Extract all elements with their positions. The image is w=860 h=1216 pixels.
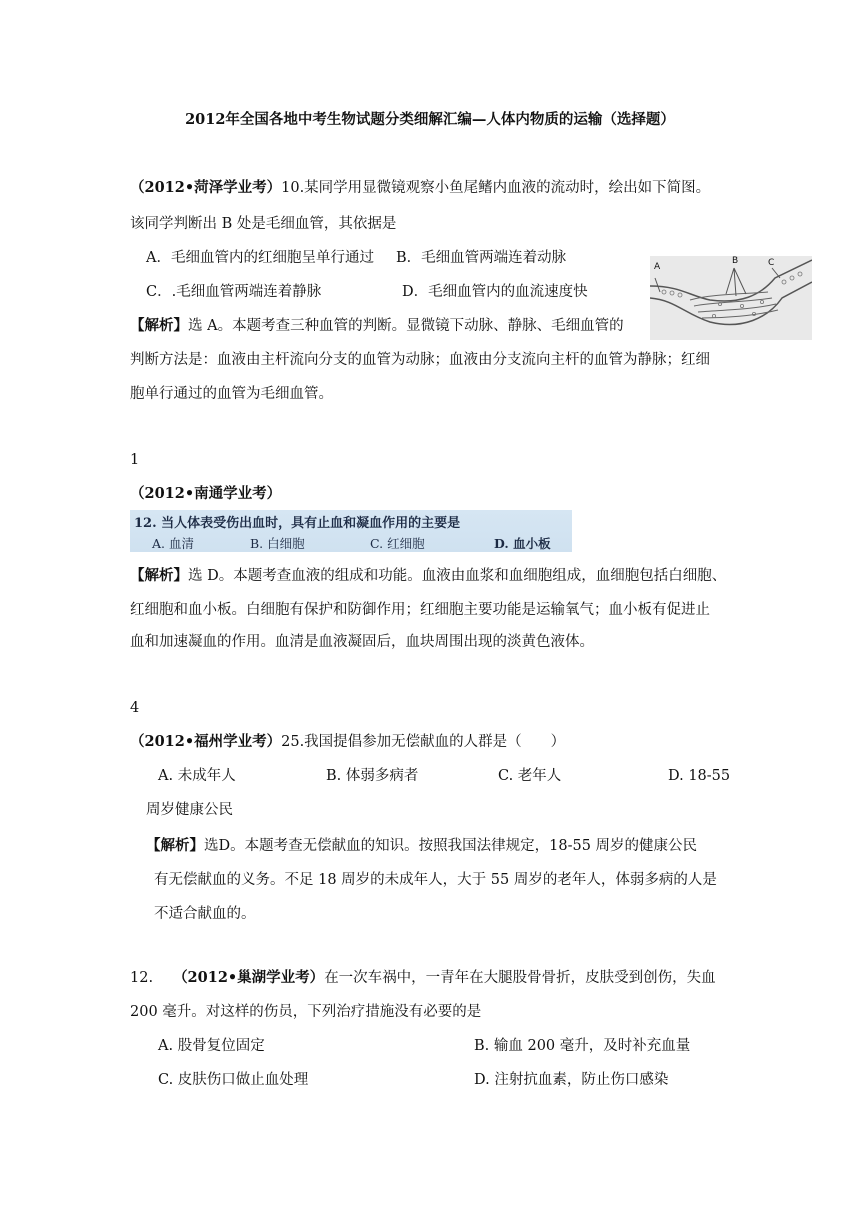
q2-analysis-line1 (130, 566, 726, 586)
scan-question-text: 12. 当人体表受伤出血时，具有止血和凝血作用的主要是 (134, 516, 461, 531)
q1-analysis-line3: 胞单行通过的血管为毛细血管。 (130, 386, 333, 402)
q3-option-d: D. 18-55 (668, 768, 731, 784)
q3-analysis-line1 (146, 836, 697, 856)
q3-source: （2012•福州学业考） (130, 733, 282, 750)
q1-stem-line1 (130, 178, 710, 198)
page-title: 2012年全国各地中考生物试题分类细解汇编—人体内物质的运输（选择题） (185, 111, 675, 128)
q1-analysis-text: 选 A。本题考查三种血管的判断。显微镜下动脉、静脉、毛细血管的 (188, 318, 624, 334)
q1-option-a: A．毛细血管内的红细胞呈单行通过 (146, 250, 374, 266)
q1-stem-text: 10.某同学用显微镜观察小鱼尾鳍内血液的流动时，绘出如下简图。 (281, 180, 711, 196)
capillary-diagram (650, 256, 812, 340)
q4-source: （2012•巢湖学业考） (173, 969, 325, 986)
q4-option-c: C. 皮肤伤口做止血处理 (158, 1072, 309, 1088)
q1-analysis-line2: 判断方法是：血液由主杆流向分支的血管为动脉；血液由分支流向主杆的血管为静脉；红细 (130, 352, 710, 368)
q2-analysis-line2: 红细胞和血小板。白细胞有保护和防御作用；红细胞主要功能是运输氧气；血小板有促进止 (130, 602, 710, 618)
q3-analysis-label: 【解析】 (146, 837, 204, 854)
q2-analysis-text: 选 D。本题考查血液的组成和功能。血液由血浆和血细胞组成，血细胞包括白细胞、 (188, 568, 727, 584)
capillary-figure (650, 256, 812, 340)
q3-analysis-text: 选D。本题考查无偿献血的知识。按照我国法律规定，18-55 周岁的健康公民 (204, 838, 698, 854)
q4-option-d: D. 注射抗血素，防止伤口感染 (474, 1072, 669, 1088)
q3-stem: 25.我国提倡参加无偿献血的人群是（ ） (281, 734, 566, 750)
q3-analysis-line3: 不适合献血的。 (154, 906, 256, 922)
q3-option-a: A. 未成年人 (158, 768, 236, 784)
q2-source: （2012•南通学业考） (130, 485, 282, 502)
q3-option-d-cont: 周岁健康公民 (146, 802, 233, 818)
q4-stem-line1 (130, 968, 716, 988)
q1-analysis-label: 【解析】 (130, 317, 188, 334)
q3-stem-line (130, 732, 565, 752)
q1-option-c: C．.毛细血管两端连着静脉 (146, 284, 322, 300)
scan-option-d: D. 血小板 (494, 536, 551, 551)
q3-number: 4 (130, 700, 140, 716)
q3-option-c: C. 老年人 (498, 768, 562, 784)
scan-option-b: B. 白细胞 (250, 536, 305, 551)
q1-option-b: B．毛细血管两端连着动脉 (396, 250, 567, 266)
q4-option-b: B. 输血 200 毫升，及时补充血量 (474, 1038, 691, 1054)
q2-analysis-label: 【解析】 (130, 567, 188, 584)
figure-label-c: C (768, 258, 775, 268)
q2-analysis-line3: 血和加速凝血的作用。血清是血液凝固后，血块周围出现的淡黄色液体。 (130, 634, 594, 650)
scanned-question-image (130, 510, 572, 552)
q4-stem-text: 在一次车祸中，一青年在大腿股骨骨折，皮肤受到创伤，失血 (324, 970, 716, 986)
q3-analysis-line2: 有无偿献血的义务。不足 18 周岁的未成年人，大于 55 周岁的老年人，体弱多病的人是 (154, 872, 717, 888)
q1-option-d: D．毛细血管内的血流速度快 (402, 284, 588, 300)
figure-label-a: A (654, 262, 661, 272)
scan-option-c: C. 红细胞 (370, 536, 425, 551)
q4-number: 12. (130, 970, 154, 986)
q1-analysis-line1 (130, 316, 624, 336)
q4-stem-line2: 200 毫升。对这样的伤员，下列治疗措施没有必要的是 (130, 1004, 482, 1020)
figure-label-b: B (732, 256, 739, 266)
q2-number: 1 (130, 452, 140, 468)
q1-source: （2012•菏泽学业考） (130, 179, 282, 196)
scan-option-a: A. 血清 (152, 536, 194, 551)
q1-stem-line2: 该同学判断出 B 处是毛细血管，其依据是 (130, 216, 397, 232)
q3-option-b: B. 体弱多病者 (326, 768, 419, 784)
q4-option-a: A. 股骨复位固定 (158, 1038, 265, 1054)
